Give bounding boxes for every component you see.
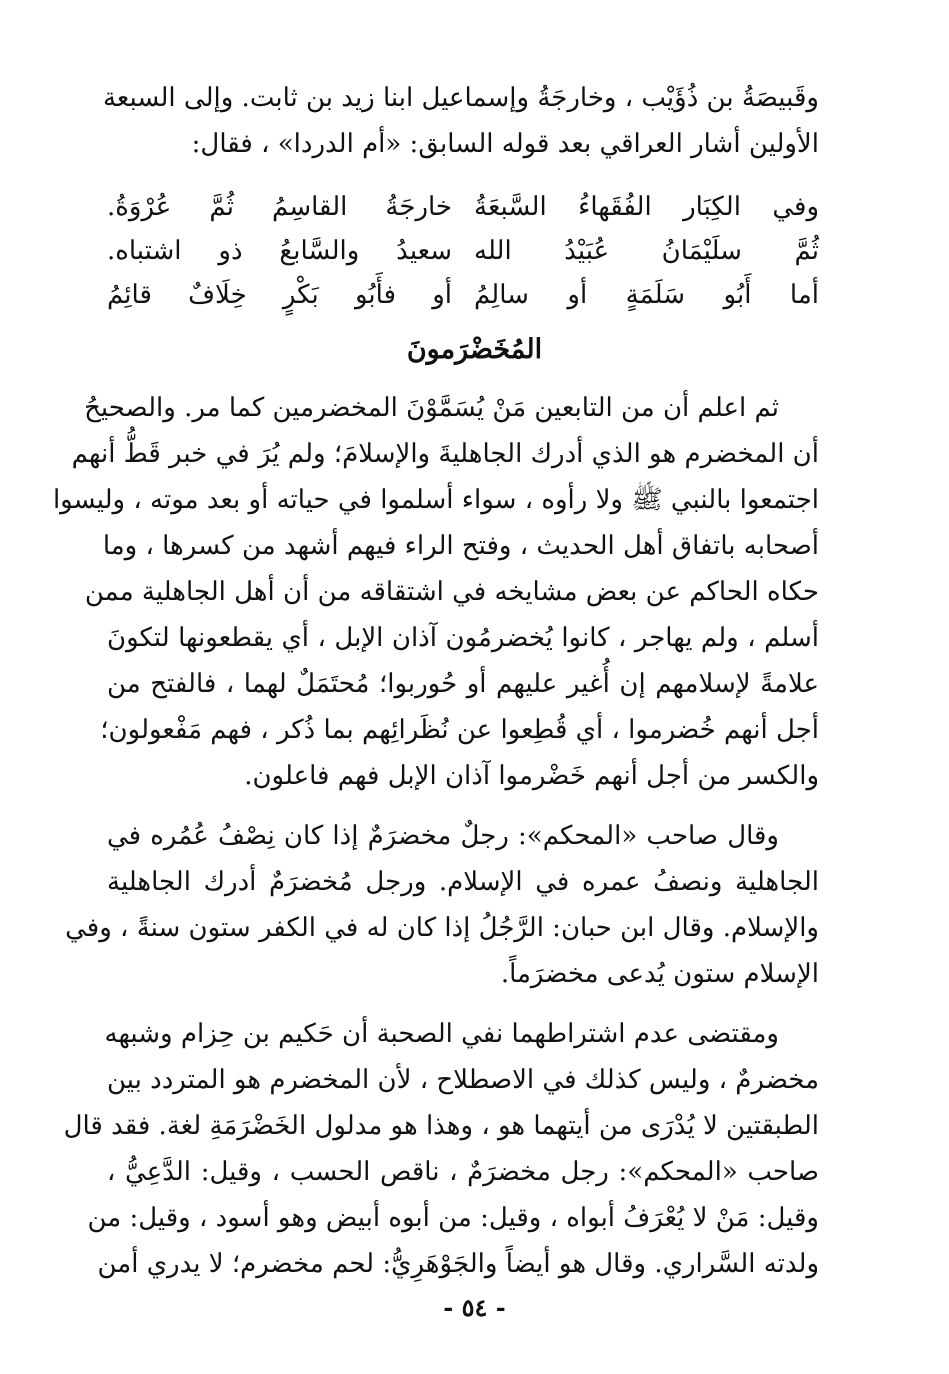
text-line: أن المخضرم هو الذي أدرك الجاهليةَ والإسلامَ؛ ولم يُرَ في خبر قَطُّ أنهم <box>71 439 819 469</box>
text-line: الطبقتين لا يُدْرَى من أيتهما هو ، وهذا هو مدلول الخَضْرَمَةِ لغة. فقد قال <box>63 1111 819 1141</box>
section-heading: المُخَضْرَمونَ <box>406 334 543 365</box>
text-line: والكسر من أجل أنهم خَضْرموا آذان الإبل فهم فاعلون. <box>244 761 819 791</box>
text-line: وقال صاحب «المحكم»: رجلٌ مخضرَمٌ إذا كان نِصْفُ عُمُره في <box>107 821 779 851</box>
text-line: وقَبيصَةُ بن ذُؤَيْب ، وخارجَةُ وإسماعيل ابنا زيد بن ثابت. وإلى السبعة <box>102 83 819 113</box>
poem-verse <box>107 186 819 228</box>
text-line: أصحابه باتفاق أهل الحديث ، وفتح الراء فيهم أشهد من كسرها ، وما <box>102 531 819 561</box>
text-line: وقيل: مَنْ لا يُعْرَفُ أبواه ، وقيل: من أبوه أبيض وهو أسود ، وقيل: من <box>87 1203 819 1233</box>
verse-first-hemistich: أما أَبُو سَلَمَةٍ أو سالِمُ <box>474 280 819 310</box>
verse-second-hemistich: خارجَةُ القاسِمُ ثُمَّ عُرْوَةُ. <box>107 192 452 222</box>
verse-second-hemistich: سعيدُ والسَّابعُ ذو اشتباه. <box>107 236 452 266</box>
text-line: مخضرمٌ ، وليس كذلك في الاصطلاح ، لأن المخضرم هو المتردد بين <box>107 1065 819 1095</box>
text-line: الأولين أشار العراقي بعد قوله السابق: «أم الدردا» ، فقال: <box>191 129 819 159</box>
poem-verse <box>107 230 819 272</box>
poem-verse <box>107 274 819 316</box>
text-line: ومقتضى عدم اشتراطهما نفي الصحبة أن حَكيم بن حِزام وشبهه <box>104 1019 779 1049</box>
page-number: - ٥٤ - <box>443 1293 506 1322</box>
text-line: علامةً لإسلامهم إن أُغير عليهم أو حُوربوا؛ مُحتَمَلٌ لهما ، فالفتح من <box>107 669 819 699</box>
text-line: ولدته السَّراري. وقال هو أيضاً والجَوْهَرِيُّ: لحم مخضرم؛ لا يدري أمن <box>97 1249 819 1279</box>
verse-first-hemistich: ثُمَّ سلَيْمَانُ عُبَيْدُ الله <box>474 236 819 266</box>
text-line: اجتمعوا بالنبي ﷺ ولا رأوه ، سواء أسلموا في حياته أو بعد موته ، وليسوا <box>52 485 819 515</box>
text-line: الجاهلية ونصفُ عمره في الإسلام. ورجل مُخضرَمٌ أدرك الجاهلية <box>107 867 819 897</box>
text-line: أجل أنهم خُضرموا ، أي قُطِعوا عن نُظَرائِهم بما ذُكر ، فهم مَفْعولون؛ <box>100 715 819 745</box>
text-line: أسلم ، ولم يهاجر ، كانوا يُخضرمُون آذان الإبل ، أي يقطعونها لتكونَ <box>107 623 819 653</box>
verse-first-hemistich: وفي الكِبَار الفُقَهاءُ السَّبعَةُ <box>474 192 819 222</box>
text-line: الإسلام ستون يُدعى مخضرَماً. <box>500 959 819 989</box>
text-line: صاحب «المحكم»: رجل مخضرَمٌ ، ناقص الحسب ، وقيل: الدَّعِيُّ ، <box>107 1157 819 1187</box>
text-line: حكاه الحاكم عن بعض مشايخه في اشتقاقه من أن أهل الجاهلية ممن <box>84 577 819 607</box>
verse-second-hemistich: أو فأَبُو بَكْرٍ خِلَافٌ قائِمُ <box>107 280 452 310</box>
text-line: والإسلام. وقال ابن حبان: الرَّجُلُ إذا كان له في الكفر ستون سنةً ، وفي <box>65 913 819 943</box>
text-line: ثم اعلم أن من التابعين مَنْ يُسَمَّوْنَ المخضرمين كما مر. والصحيحُ <box>84 393 779 423</box>
